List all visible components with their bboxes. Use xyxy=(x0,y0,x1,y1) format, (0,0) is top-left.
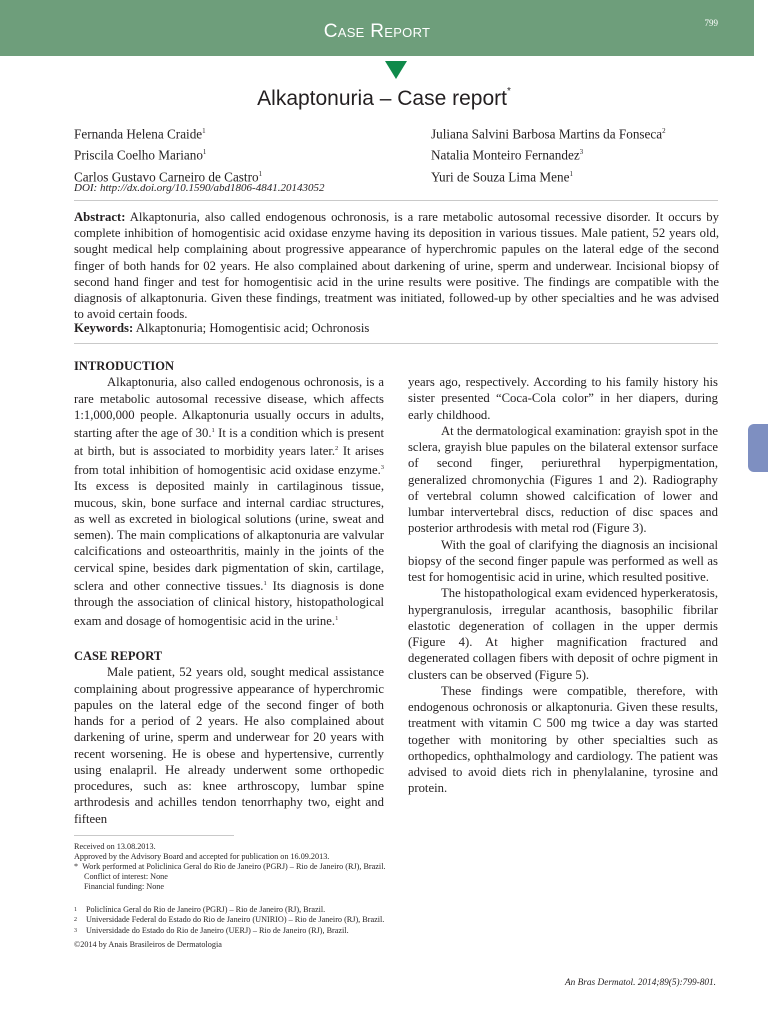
case-report-paragraph: The histopathological exam evidenced hyperkeratosis, hypergranulosis, irregular acanthosis, basophilic fibrilar elastotic degeneration of collagen in the upper dermis (Figure 4). At higher magnification fractured and degenerated collagen fibers with deposit of ochre pigment in clusters can be observed (Figure 5). xyxy=(408,586,718,682)
affiliation-text: Policlínica Geral do Rio de Janeiro (PGRJ) – Rio de Janeiro (RJ), Brazil. xyxy=(86,905,326,914)
footnote-marker: * xyxy=(74,862,79,871)
page-number: 799 xyxy=(704,18,718,28)
approved-note: Approved by the Advisory Board and accepted for publication on 16.09.2013. xyxy=(74,852,330,861)
author-affiliation-ref: 1 xyxy=(569,169,573,178)
case-report-paragraph: These findings were compatible, therefore, with endogenous ochronosis or alkaptonuria. Given these results, treatment with vitamin C 500 mg twice a day was started together with monitoring by other specialties such as orthopedics, ophthalmology and cardiology. The patient was advised to avoid diets rich in phenylalanine, tyrosine and protein. xyxy=(408,683,718,796)
affiliation xyxy=(74,926,494,936)
affiliation-number: 1 xyxy=(74,907,77,913)
author xyxy=(431,122,666,143)
intro-text: Its excess is deposited mainly in cartilaginous tissue, mucous, skin, bone surface and internal cardiac structures, as well as excreted in biological solutions (urine, sweat and semen). The main complications of alkaptonuria are valvular calcifications and osteoarthritis, mainly in the joints of the cervical spine, besides dark pigmentation of skin, cartilage, sclera and other connective tissues. xyxy=(74,479,384,594)
divider xyxy=(74,343,718,344)
author-name: Natalia Monteiro Fernandez xyxy=(431,147,580,163)
abstract-label: Abstract: xyxy=(74,210,126,224)
funding-note: Financial funding: None xyxy=(84,882,165,891)
author xyxy=(74,122,262,143)
affiliations xyxy=(74,905,494,936)
side-tab xyxy=(748,424,768,472)
work-text: Work performed at Policlinica Geral do Rio de Janeiro (PGRJ) – Rio de Janeiro (RJ), Brazil. xyxy=(82,862,386,871)
introduction-heading: INTRODUCTION xyxy=(74,359,175,373)
author-name: Fernanda Helena Craide xyxy=(74,126,203,142)
authors-right-column xyxy=(431,122,666,186)
author xyxy=(431,143,666,164)
author-name: Juliana Salvini Barbosa Martins da Fonseca xyxy=(431,126,663,142)
case-report-paragraph: At the dermatological examination: grayish spot in the sclera, grayish blue papules on the bilateral extensor surface of second finger, periurethral hyperpigmentation, generalized chromonychia (Figures 1 and 2). Radiography of vertebral column showed calcification of lower and lumbar intervertebral discs, reduction of disc spaces and posterior arthrodesis with metal rod (Figure 3). xyxy=(408,423,718,536)
triangle-marker-icon xyxy=(385,61,407,79)
case-report-paragraph: Male patient, 52 years old, sought medical assistance complaining about progressive appearance of hyperchromic papules on the lateral edge of the second finger of both hands for a period of 2 years. He also complained about darkening of urine, sperm and underwear for 20 years with recent worsening. He is obese and hypertensive, currently using enalapril. He already underwent some orthopedic procedures, such as: knee arthroscopy, lumbar spine arthrodesis and achilles tendon tenorrhaphy two, eight and fifteen xyxy=(74,665,384,826)
citation-ref: 1 xyxy=(263,579,267,587)
author-name: Priscila Coelho Mariano xyxy=(74,147,203,163)
left-column xyxy=(74,358,384,827)
keywords xyxy=(74,320,719,336)
author xyxy=(74,143,262,164)
intro-text: Alkaptonuria, also called endogenous ochronosis, is a rare metabolic autosomal recessive disease, which affects 1:1,000,000 people. Alkaptonuria usually occurs in adults, starting after the age of 30. xyxy=(74,375,384,441)
author-name: Yuri de Souza Lima Mene xyxy=(431,169,570,185)
affiliation xyxy=(74,915,494,925)
divider xyxy=(74,200,718,201)
citation-ref: 1 xyxy=(211,427,215,434)
intro-text: It is a condition which is present at birth, but is associated to morbidity years later. xyxy=(74,426,384,459)
affiliation-text: Universidade do Estado do Rio de Janeiro (UERJ) – Rio de Janeiro (RJ), Brazil. xyxy=(86,925,349,935)
affiliation-number: 2 xyxy=(74,917,77,924)
case-report-paragraph: With the goal of clarifying the diagnosis an incisional biopsy of the second finger papule was performed as well as test for homogentisic acid in urine, which resulted positive. xyxy=(408,537,718,584)
authors-left-column xyxy=(74,122,262,186)
citation-ref: 3 xyxy=(380,463,384,471)
abstract xyxy=(74,209,719,322)
case-report-paragraph-continued: years ago, respectively. According to his family history his sister presented “Coca-Cola color” in her diapers, during early childhood. xyxy=(408,375,718,422)
copyright: ©2014 by Anais Brasileiros de Dermatologia xyxy=(74,940,222,949)
footnote-divider xyxy=(74,835,234,836)
doi-link[interactable]: DOI: http://dx.doi.org/10.1590/abd1806-4841.20143052 xyxy=(74,182,325,194)
received-note: Received on 13.08.2013. xyxy=(74,842,156,851)
affiliation xyxy=(74,905,494,915)
keywords-text: Alkaptonuria; Homogentisic acid; Ochronosis xyxy=(135,321,370,335)
affiliation-text: Universidade Federal do Estado do Rio de Janeiro (UNIRIO) – Rio de Janeiro (RJ), Brazil. xyxy=(86,915,385,925)
author xyxy=(431,165,666,186)
author-affiliation-ref: 2 xyxy=(662,127,666,135)
journal-citation: An Bras Dermatol. 2014;89(5):799-801. xyxy=(564,978,716,988)
article-title xyxy=(0,82,768,112)
title-text: Alkaptonuria – Case report xyxy=(257,87,507,110)
affiliation-number: 3 xyxy=(74,927,77,934)
citation-ref: 1 xyxy=(335,614,339,622)
conflict-note: Conflict of interest: None xyxy=(84,872,168,881)
author-affiliation-ref: 1 xyxy=(202,127,206,135)
intro-text: Its diagnosis is done through the association of clinical history, histopathological exam and dosage of homogentisic acid in the urine. xyxy=(74,579,384,628)
author-name: Carlos Gustavo Carneiro de Castro xyxy=(74,169,259,185)
introduction-paragraph xyxy=(74,374,384,629)
citation-ref: 2 xyxy=(335,445,339,453)
keywords-label: Keywords: xyxy=(74,321,134,335)
case-report-heading: CASE REPORT xyxy=(74,649,163,664)
submission-notes xyxy=(74,842,474,892)
work-note xyxy=(74,862,474,872)
title-footnote-marker: * xyxy=(506,86,511,97)
abstract-text: Alkaptonuria, also called endogenous ochronosis, is a rare metabolic autosomal recessive disorder. It occurs by complete inhibition of homogentisic acid oxidase enzyme having its deposition in various tissues. Male patient, 52 years old, sought medical help complaining about progressive appearance of hyperchromic papules on the lateral edge of the second finger of both hands for 02 years. He also complained about darkening of urine, sperm and underwear. Incisional biopsy of second hand finger and test for homogentisic acid in the urine results were positive. The findings are compatible with the diagnosis of alkaptonuria. Given these findings, treatment was initiated, followed-up by other specialties and he was advised to avoid certain foods. xyxy=(74,210,719,322)
intro-text: It arises from total inhibition of homogentisic acid oxidase enzyme. xyxy=(74,444,384,478)
author-affiliation-ref: 1 xyxy=(258,169,263,178)
right-column xyxy=(408,374,718,797)
section-label: Case Report xyxy=(323,21,431,42)
author-affiliation-ref: 3 xyxy=(579,148,584,157)
author-affiliation-ref: 1 xyxy=(202,148,207,157)
